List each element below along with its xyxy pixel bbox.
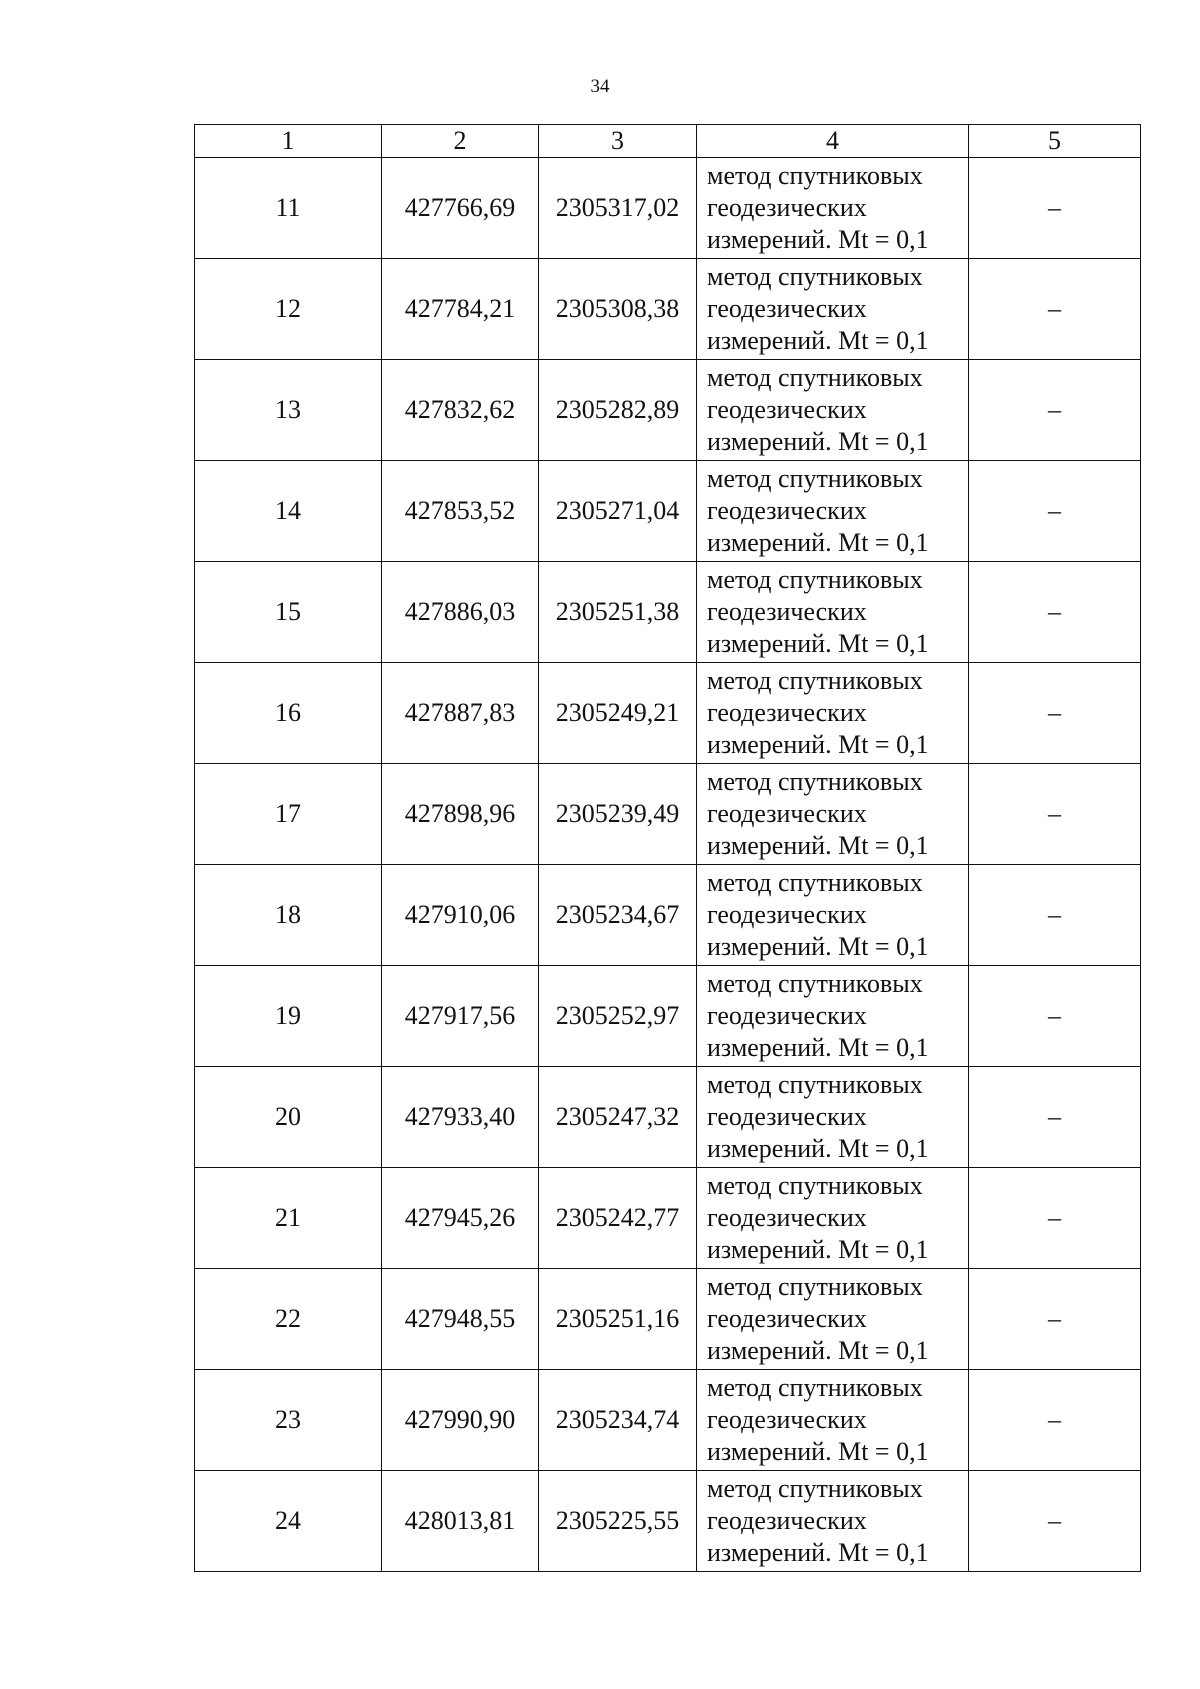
- note-cell: –: [969, 1067, 1141, 1168]
- method-line-3: измерений. Mt = 0,1: [707, 1336, 929, 1365]
- note-cell: –: [969, 259, 1141, 360]
- method-line-1: метод спутниковых: [707, 1070, 923, 1099]
- table-row: [195, 562, 1141, 663]
- coordinate-x: 427990,90: [382, 1370, 539, 1471]
- point-number: 16: [195, 663, 382, 764]
- method-line-2: геодезических: [707, 1405, 867, 1434]
- note-cell: –: [969, 764, 1141, 865]
- method-line-2: геодезических: [707, 1001, 867, 1030]
- point-number: 12: [195, 259, 382, 360]
- method-line-2: геодезических: [707, 1506, 867, 1535]
- method-line-2: геодезических: [707, 193, 867, 222]
- table-row: [195, 1370, 1141, 1471]
- coordinate-y: 2305225,55: [539, 1471, 697, 1572]
- header-col-3: 3: [539, 125, 697, 158]
- method-line-3: измерений. Mt = 0,1: [707, 326, 929, 355]
- point-number: 23: [195, 1370, 382, 1471]
- point-number: 22: [195, 1269, 382, 1370]
- header-col-5: 5: [969, 125, 1141, 158]
- table-row: [195, 966, 1141, 1067]
- coordinate-y: 2305308,38: [539, 259, 697, 360]
- method-cell: [697, 966, 969, 1067]
- method-line-2: геодезических: [707, 1203, 867, 1232]
- method-cell: [697, 461, 969, 562]
- method-line-1: метод спутниковых: [707, 868, 923, 897]
- method-line-1: метод спутниковых: [707, 1474, 923, 1503]
- coordinate-y: 2305252,97: [539, 966, 697, 1067]
- point-number: 21: [195, 1168, 382, 1269]
- method-line-3: измерений. Mt = 0,1: [707, 427, 929, 456]
- point-number: 14: [195, 461, 382, 562]
- method-line-2: геодезических: [707, 395, 867, 424]
- method-line-1: метод спутниковых: [707, 464, 923, 493]
- coordinate-x: 427784,21: [382, 259, 539, 360]
- coordinate-y: 2305271,04: [539, 461, 697, 562]
- table-row: [195, 1067, 1141, 1168]
- coordinate-y: 2305247,32: [539, 1067, 697, 1168]
- note-cell: –: [969, 663, 1141, 764]
- coordinate-y: 2305234,67: [539, 865, 697, 966]
- method-line-2: геодезических: [707, 900, 867, 929]
- page-number: 34: [590, 76, 610, 97]
- note-cell: –: [969, 158, 1141, 259]
- method-line-3: измерений. Mt = 0,1: [707, 1538, 929, 1567]
- method-line-2: геодезических: [707, 1304, 867, 1333]
- method-line-3: измерений. Mt = 0,1: [707, 932, 929, 961]
- method-line-1: метод спутниковых: [707, 767, 923, 796]
- method-line-1: метод спутниковых: [707, 565, 923, 594]
- method-cell: [697, 1370, 969, 1471]
- coordinate-y: 2305251,16: [539, 1269, 697, 1370]
- coordinate-x: 427948,55: [382, 1269, 539, 1370]
- table-row: [195, 1269, 1141, 1370]
- method-line-3: измерений. Mt = 0,1: [707, 629, 929, 658]
- coordinate-y: 2305282,89: [539, 360, 697, 461]
- coordinate-y: 2305239,49: [539, 764, 697, 865]
- method-cell: [697, 158, 969, 259]
- method-cell: [697, 562, 969, 663]
- method-line-3: измерений. Mt = 0,1: [707, 1134, 929, 1163]
- method-cell: [697, 1471, 969, 1572]
- point-number: 18: [195, 865, 382, 966]
- point-number: 15: [195, 562, 382, 663]
- table-row: [195, 663, 1141, 764]
- coordinate-x: 427853,52: [382, 461, 539, 562]
- method-line-2: геодезических: [707, 698, 867, 727]
- method-cell: [697, 1067, 969, 1168]
- method-cell: [697, 1269, 969, 1370]
- coordinate-x: 427766,69: [382, 158, 539, 259]
- coordinate-x: 427933,40: [382, 1067, 539, 1168]
- coordinate-y: 2305249,21: [539, 663, 697, 764]
- point-number: 20: [195, 1067, 382, 1168]
- method-line-1: метод спутниковых: [707, 161, 923, 190]
- method-line-1: метод спутниковых: [707, 1171, 923, 1200]
- table-row: [195, 158, 1141, 259]
- table-header-row: [195, 125, 1141, 158]
- table-row: [195, 1168, 1141, 1269]
- coordinate-x: 427886,03: [382, 562, 539, 663]
- method-line-2: геодезических: [707, 1102, 867, 1131]
- point-number: 11: [195, 158, 382, 259]
- method-line-1: метод спутниковых: [707, 262, 923, 291]
- method-line-3: измерений. Mt = 0,1: [707, 1437, 929, 1466]
- coordinate-x: 427832,62: [382, 360, 539, 461]
- note-cell: –: [969, 865, 1141, 966]
- method-cell: [697, 865, 969, 966]
- coordinate-x: 428013,81: [382, 1471, 539, 1572]
- coordinates-table: [194, 124, 1141, 1572]
- coordinate-x: 427945,26: [382, 1168, 539, 1269]
- table-row: [195, 259, 1141, 360]
- point-number: 17: [195, 764, 382, 865]
- note-cell: –: [969, 1269, 1141, 1370]
- table-body: [195, 158, 1141, 1572]
- method-line-3: измерений. Mt = 0,1: [707, 1235, 929, 1264]
- table-row: [195, 360, 1141, 461]
- note-cell: –: [969, 461, 1141, 562]
- method-line-2: геодезических: [707, 496, 867, 525]
- coordinate-x: 427917,56: [382, 966, 539, 1067]
- coordinate-y: 2305317,02: [539, 158, 697, 259]
- method-line-2: геодезических: [707, 597, 867, 626]
- note-cell: –: [969, 1168, 1141, 1269]
- method-line-3: измерений. Mt = 0,1: [707, 225, 929, 254]
- coordinate-x: 427910,06: [382, 865, 539, 966]
- point-number: 24: [195, 1471, 382, 1572]
- method-line-1: метод спутниковых: [707, 969, 923, 998]
- method-cell: [697, 663, 969, 764]
- coordinate-x: 427898,96: [382, 764, 539, 865]
- header-col-1: 1: [195, 125, 382, 158]
- method-line-1: метод спутниковых: [707, 363, 923, 392]
- header-col-4: 4: [697, 125, 969, 158]
- method-line-1: метод спутниковых: [707, 1272, 923, 1301]
- method-line-3: измерений. Mt = 0,1: [707, 1033, 929, 1062]
- coordinate-y: 2305251,38: [539, 562, 697, 663]
- table-row: [195, 865, 1141, 966]
- table-row: [195, 764, 1141, 865]
- method-cell: [697, 764, 969, 865]
- method-line-3: измерений. Mt = 0,1: [707, 730, 929, 759]
- point-number: 13: [195, 360, 382, 461]
- coordinate-x: 427887,83: [382, 663, 539, 764]
- method-line-3: измерений. Mt = 0,1: [707, 831, 929, 860]
- table-row: [195, 461, 1141, 562]
- method-cell: [697, 259, 969, 360]
- method-cell: [697, 1168, 969, 1269]
- table-row: [195, 1471, 1141, 1572]
- note-cell: –: [969, 360, 1141, 461]
- header-col-2: 2: [382, 125, 539, 158]
- note-cell: –: [969, 1471, 1141, 1572]
- method-line-3: измерений. Mt = 0,1: [707, 528, 929, 557]
- point-number: 19: [195, 966, 382, 1067]
- method-line-1: метод спутниковых: [707, 666, 923, 695]
- note-cell: –: [969, 562, 1141, 663]
- coordinate-y: 2305242,77: [539, 1168, 697, 1269]
- note-cell: –: [969, 966, 1141, 1067]
- coordinate-y: 2305234,74: [539, 1370, 697, 1471]
- method-cell: [697, 360, 969, 461]
- note-cell: –: [969, 1370, 1141, 1471]
- method-line-2: геодезических: [707, 294, 867, 323]
- method-line-1: метод спутниковых: [707, 1373, 923, 1402]
- method-line-2: геодезических: [707, 799, 867, 828]
